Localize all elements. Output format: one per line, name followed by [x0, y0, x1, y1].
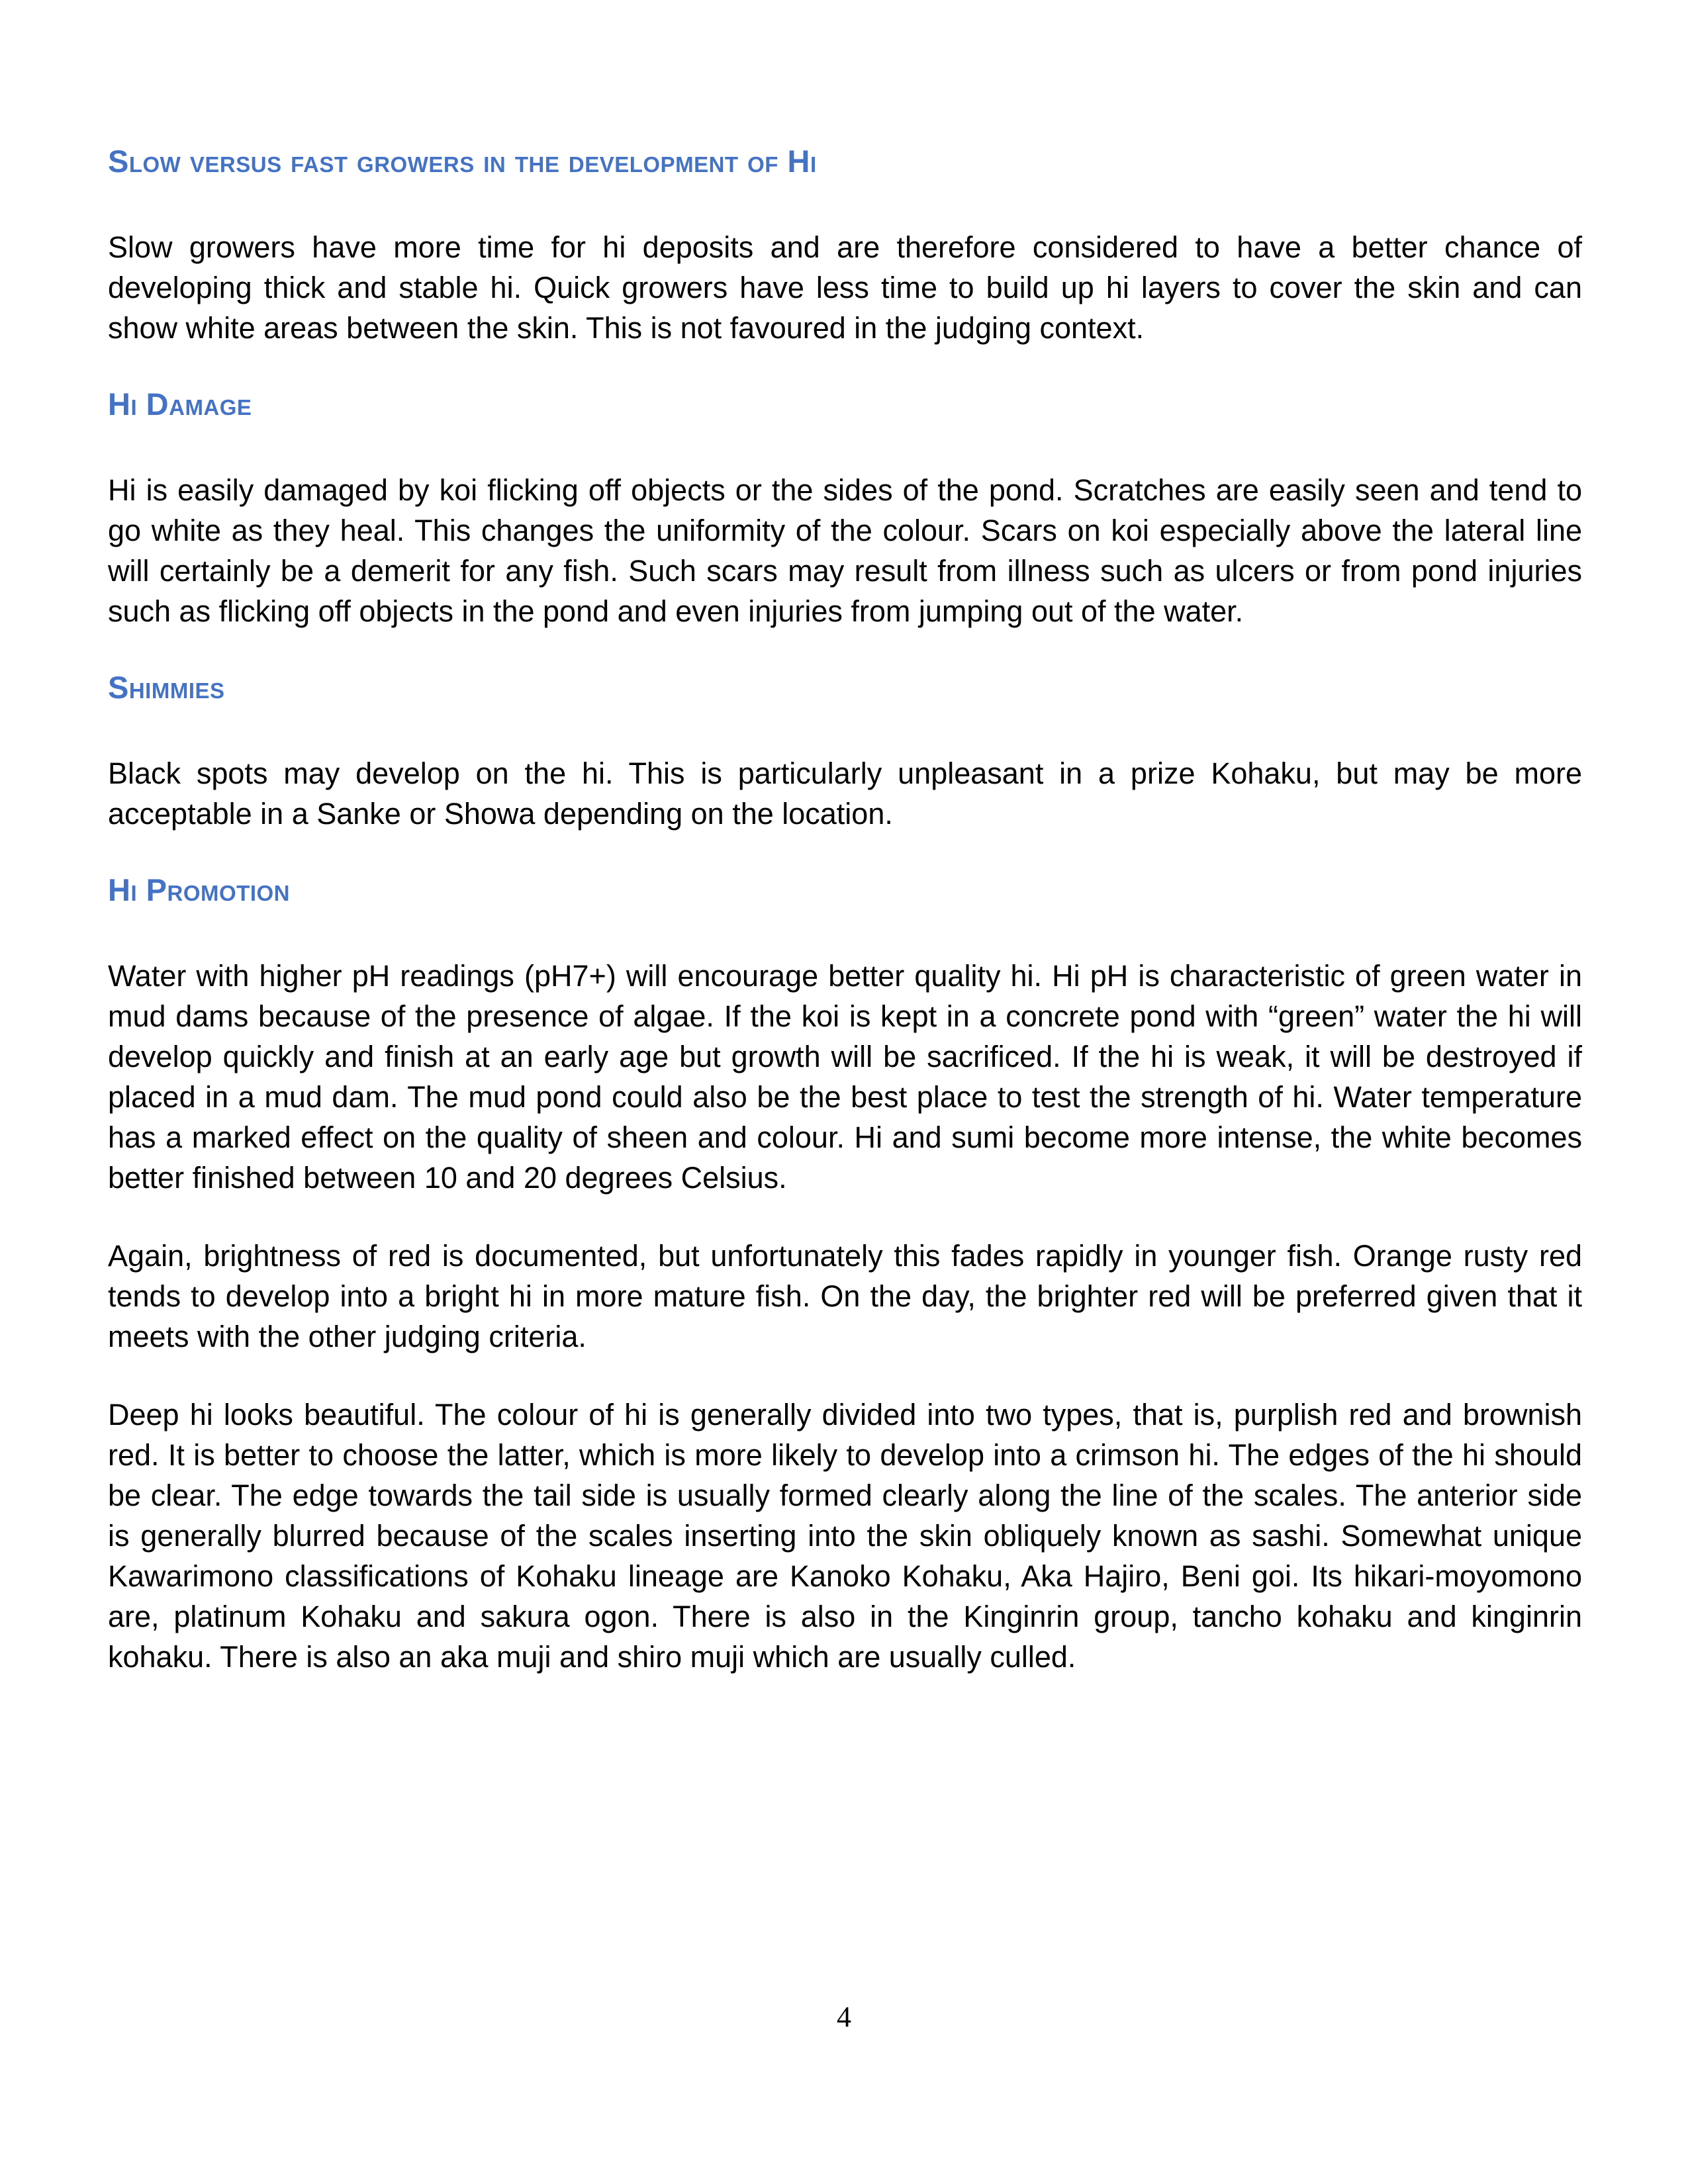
section-hi-damage — [108, 386, 1582, 631]
paragraph: Again, brightness of red is documented, but unfortunately this fades rapidly in younger fish. Orange rusty red tends to develop into a bright hi in more mature fish. On the day, the brighter red will be preferred given that it meets with the other judging criteria. — [108, 1239, 1582, 1353]
section-heading-slow-vs-fast-growers: Slow versus fast growers in the development of Hi — [108, 144, 817, 179]
section-hi-promotion — [108, 872, 1582, 1677]
paragraph: Black spots may develop on the hi. This is particularly unpleasant in a prize Kohaku, but may be more acceptable in a Sanke or Showa depending on the location. — [108, 756, 1582, 831]
page-number: 4 — [837, 2001, 851, 2033]
section-heading-shimmies: Shimmies — [108, 670, 225, 705]
section-heading-hi-damage: Hi Damage — [108, 387, 252, 422]
section-heading-hi-promotion: Hi Promotion — [108, 872, 291, 907]
paragraph: Slow growers have more time for hi deposits and are therefore considered to have a better chance of developing thick and stable hi. Quick growers have less time to build up hi layers to cover the skin and can show white areas between the skin. This is not favoured in the judging context. — [108, 230, 1582, 345]
paragraph: Water with higher pH readings (pH7+) will encourage better quality hi. Hi pH is characteristic of green water in mud dams because of the presence of algae. If the koi is kept in a concrete pond with “green” water the hi will develop quickly and finish at an early age but growth will be sacrificed. If the hi is weak, it will be destroyed if placed in a mud dam. The mud pond could also be the best place to test the strength of hi. Water temperature has a marked effect on the quality of sheen and colour. Hi and sumi become more intense, the white becomes better finished between 10 and 20 degrees Celsius. — [108, 959, 1582, 1195]
section-slow-vs-fast-growers — [108, 143, 1582, 348]
paragraph: Hi is easily damaged by koi flicking off objects or the sides of the pond. Scratches are easily seen and tend to go white as they heal. This changes the uniformity of the colour. Scars on koi especially above the lateral line will certainly be a demerit for any fish. Such scars may result from illness such as ulcers or from pond injuries such as flicking off objects in the pond and even injuries from jumping out of the water. — [108, 473, 1582, 628]
section-shimmies — [108, 669, 1582, 834]
paragraph: Deep hi looks beautiful. The colour of hi is generally divided into two types, that is, purplish red and brownish red. It is better to choose the latter, which is more likely to develop into a crimson hi. The edges of the hi should be clear. The edge towards the tail side is usually formed clearly along the line of the scales. The anterior side is generally blurred because of the scales inserting into the skin obliquely known as sashi. Somewhat unique Kawarimono classifications of Kohaku lineage are Kanoko Kohaku, Aka Hajiro, Beni goi. Its hikari-moyomono are, platinum Kohaku and sakura ogon. There is also in the Kinginrin group, tancho kohaku and kinginrin kohaku. There is also an aka muji and shiro muji which are usually culled. — [108, 1398, 1582, 1674]
